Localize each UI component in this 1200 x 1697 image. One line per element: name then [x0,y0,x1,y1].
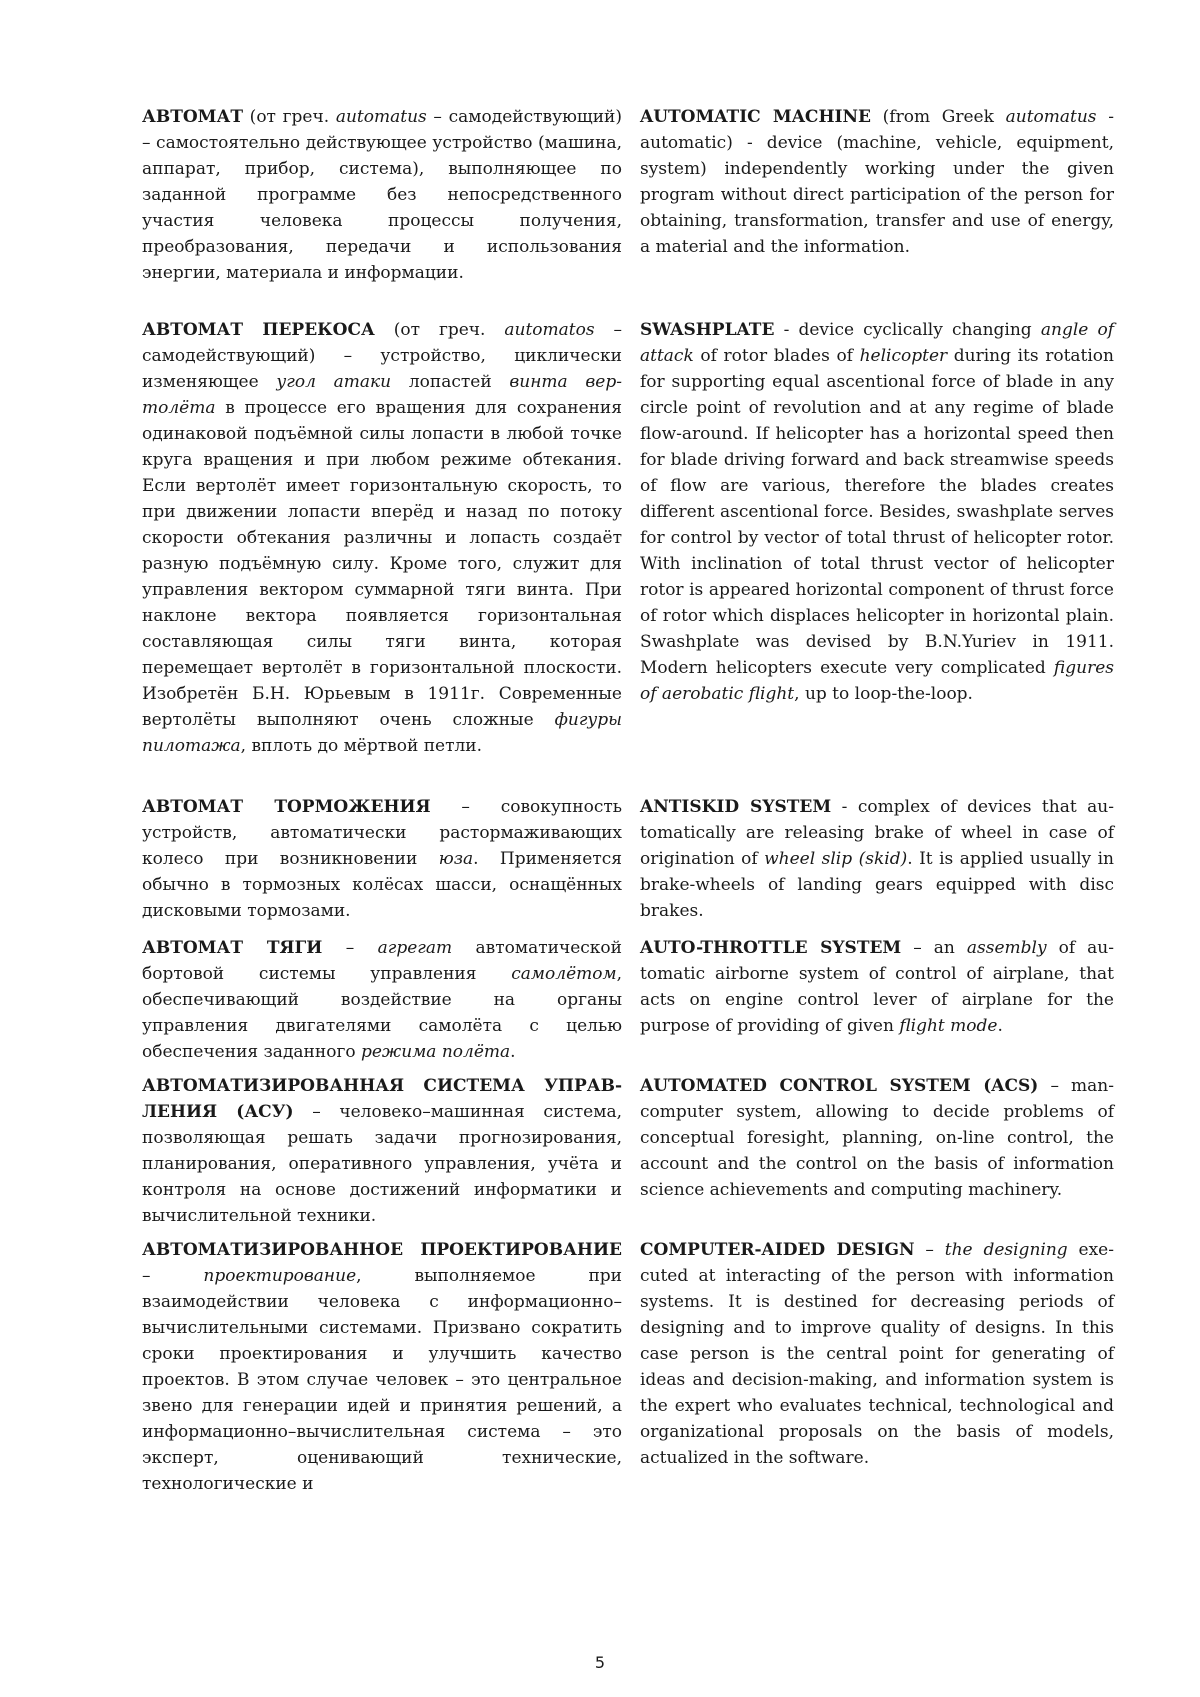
entry-definition-text: – совокупность устройств, автоматически растормаживающих колесо при возникновении [142,797,622,869]
cross-reference: режима полёта [360,1042,511,1062]
entry-text [142,1073,622,1229]
entry-definition-text: of automatic airborne system of control of airplane, that acts on engine control lever of airplane for the purpose of providing of given [640,938,1114,1036]
entry-definition-text: . [510,1042,516,1062]
entry-definition-text: . [997,1016,1003,1036]
entry-definition-text: - device cyclically changing [774,320,1041,340]
cross-reference: проектирование [203,1266,357,1286]
entry-definition-text: , up to loop-the-loop. [794,684,973,704]
entry-definition-text: , выполняемое при взаимодействии человека с информационно–вычислительными системами. Призвано сократить сроки проектирования и улучшить качество проектов. В этом случае человек – это центральное звено для генерации идей и принятия решений, а информационно–вычислительная система – это эксперт, оценивающий технические, технологические и [142,1266,623,1494]
entry-ru-asu [142,1073,622,1229]
entry-text [640,104,1114,260]
entry-term: COMPUTER-AIDED DESIGN [640,1240,915,1260]
entry-definition-text: – [322,938,378,958]
cross-reference: assembly [966,938,1047,958]
cross-reference: figures of aerobatic flight [640,658,1114,704]
entry-definition-text: . Применяется обычно в тормозных колёсах шасси, оснащённых дисковыми тормозами. [142,849,622,921]
entry-text [640,1073,1114,1203]
entry-ru-avtomat-tormozheniya [142,794,622,924]
entry-definition-text: – человеко–машинная система, позволяющая решать задачи прогнозирования, планирования, оперативного управления, учёта и контроля на основе достижений информатики и вычислительной техники. [142,1102,622,1226]
entry-text [142,317,622,759]
entry-term: АВТОМАТ ПЕРЕКОСА [142,320,375,340]
entry-text [142,104,622,286]
entry-definition-text: during its rotation for supporting equal ascentional force of blade in any circle point of revolution and at any regime of blade flow-around. If helicopter has a horizontal speed then for blade driving forward and back streamwise speeds of flow are various, therefore the blades creates different ascentional force. Besides, swashplate serves for control by vector of total thrust of helicopter rotor. With inclination of total thrust vector of helicopter rotor is appeared horizontal component of thrust force of rotor which displaces helicopter in horizontal plain. Swashplate was devised by B.N.Yuriev in 1911. Modern helicopters execute very complicated [640,346,1114,678]
entry-term: ANTISKID SYSTEM [640,797,832,817]
cross-reference: helicopter [859,346,948,366]
cross-reference: the designing [944,1240,1068,1260]
cross-reference: flight mode [899,1016,998,1036]
cross-reference: самолётом [511,964,617,984]
cross-reference: automatus [1005,107,1097,127]
cross-reference: угол атаки [276,372,392,392]
entry-definition-text: - automatic) - device (machine, vehicle, equipment, system) independently working under the given program without direct participation of the person for obtaining, transformation, transfer and use of energy, a material and the information. [640,107,1114,257]
entry-en-antiskid-system [640,794,1114,924]
entry-definition-text: (от греч. [243,107,336,127]
entry-en-auto-throttle-system [640,935,1114,1039]
page-number: 5 [594,1653,606,1672]
cross-reference: агрегат [377,938,453,958]
entry-ru-avtomat [142,104,622,286]
entry-definition-text: , обеспечивающий воздействие на органы управления двигателями самолёта с целью обеспечения заданного [142,964,622,1062]
entry-definition-text: , вплоть до мёртвой петли. [240,736,483,756]
entry-text [142,1237,622,1497]
entry-definition-text: of rotor blades of [693,346,860,366]
entry-definition-text: – an [901,938,967,958]
entry-definition-text: в процессе его вращения для сохранения одинаковой подъёмной силы лопасти в любой точке круга вращения и при любом режиме обтекания. Если вертолёт имеет горизонтальную скорость, то при движении лопасти вперёд и назад по потоку скорости обтекания различны и лопасть создаёт разную подъёмную силу. Кроме того, служит для управления вектором суммарной тяги винта. При наклоне вектора появляется горизонтальная составляющая силы тяги винта, которая перемещает вертолёт в горизонтальной плоскости. Изобретён Б.Н. Юрьевым в 1911г. Современные вертолёты выполняют очень сложные [142,398,622,730]
cross-reference: wheel slip (skid) [764,849,908,869]
entry-definition-text: - complex of devices that automatically are releasing brake of wheel in case of origination of [640,797,1114,869]
cross-reference: angle of attack [640,320,1115,366]
entry-text [640,317,1114,707]
entry-en-swashplate [640,317,1114,707]
entry-text [640,1237,1114,1471]
entry-term: АВТОМАТ ТЯГИ [142,938,323,958]
entry-term: AUTOMATIC MACHINE [640,107,871,127]
entry-text [142,935,622,1065]
cross-reference: юза [438,849,474,869]
entry-term: AUTOMATED CONTROL SYSTEM (ACS) [640,1076,1039,1096]
entry-definition-text: автоматической бортовой системы управления [142,938,622,984]
entry-ru-avtomat-perekosa [142,317,622,759]
entry-definition-text: executed at interacting of the person with information systems. It is destined for decreasing periods of designing and to improve quality of designs. In this case person is the central point for generating of ideas and decision-making, and information system is the expert who evaluates technical, technological and organizational proposals on the basis of models, actualized in the software. [640,1240,1114,1468]
entry-en-automatic-machine [640,104,1114,260]
entry-definition-text: – man-computer system, allowing to decide problems of conceptual foresight, planning, on-line control, the account and the control on the basis of information science achievements and computing machinery. [640,1076,1114,1200]
entry-definition-text: лопастей [391,372,510,392]
entry-en-computer-aided-design [640,1237,1114,1471]
entry-definition-text: – [914,1240,945,1260]
entry-text [142,794,622,924]
entry-term: АВТОМАТИЗИРОВАННОЕ ПРОЕКТИРОВАНИЕ [142,1240,622,1260]
entry-text [640,935,1114,1039]
cross-reference: automatos [504,320,595,340]
entry-term: АВТОМАТ ТОРМОЖЕНИЯ [142,797,431,817]
entry-definition-text: (от греч. [374,320,505,340]
cross-reference: фигуры пилотажа [142,710,622,756]
entry-definition-text: – самодействующий) – самостоятельно действующее устройство (машина, аппарат, прибор, система), выполняющее по заданной программе без непосредственного участия человека процессы получения, преобразования, передачи и использования энергии, материала и информации. [142,107,622,283]
entry-definition-text: – самодействующий) – устройство, циклически изменяющее [142,320,623,392]
entry-term: AUTO-THROTTLE SYSTEM [640,938,902,958]
entry-definition-text: – [142,1266,204,1286]
entry-term: АВТОМАТИЗИРОВАННАЯ СИСТЕМА УПРАВЛЕНИЯ (АСУ) [142,1076,622,1122]
entry-term: АВТОМАТ [142,107,243,127]
entry-term: SWASHPLATE [640,320,775,340]
cross-reference: automatus [335,107,427,127]
entry-en-acs [640,1073,1114,1203]
cross-reference: винта вертолёта [142,372,622,418]
entry-definition-text: (from Greek [870,107,1006,127]
entry-ru-avtomat-tyagi [142,935,622,1065]
entry-text [640,794,1114,924]
entry-definition-text: . It is applied usually in brake-wheels of landing gears equipped with disc brakes. [640,849,1114,921]
entry-ru-avtomatizirovannoe-proektirovanie [142,1237,622,1497]
